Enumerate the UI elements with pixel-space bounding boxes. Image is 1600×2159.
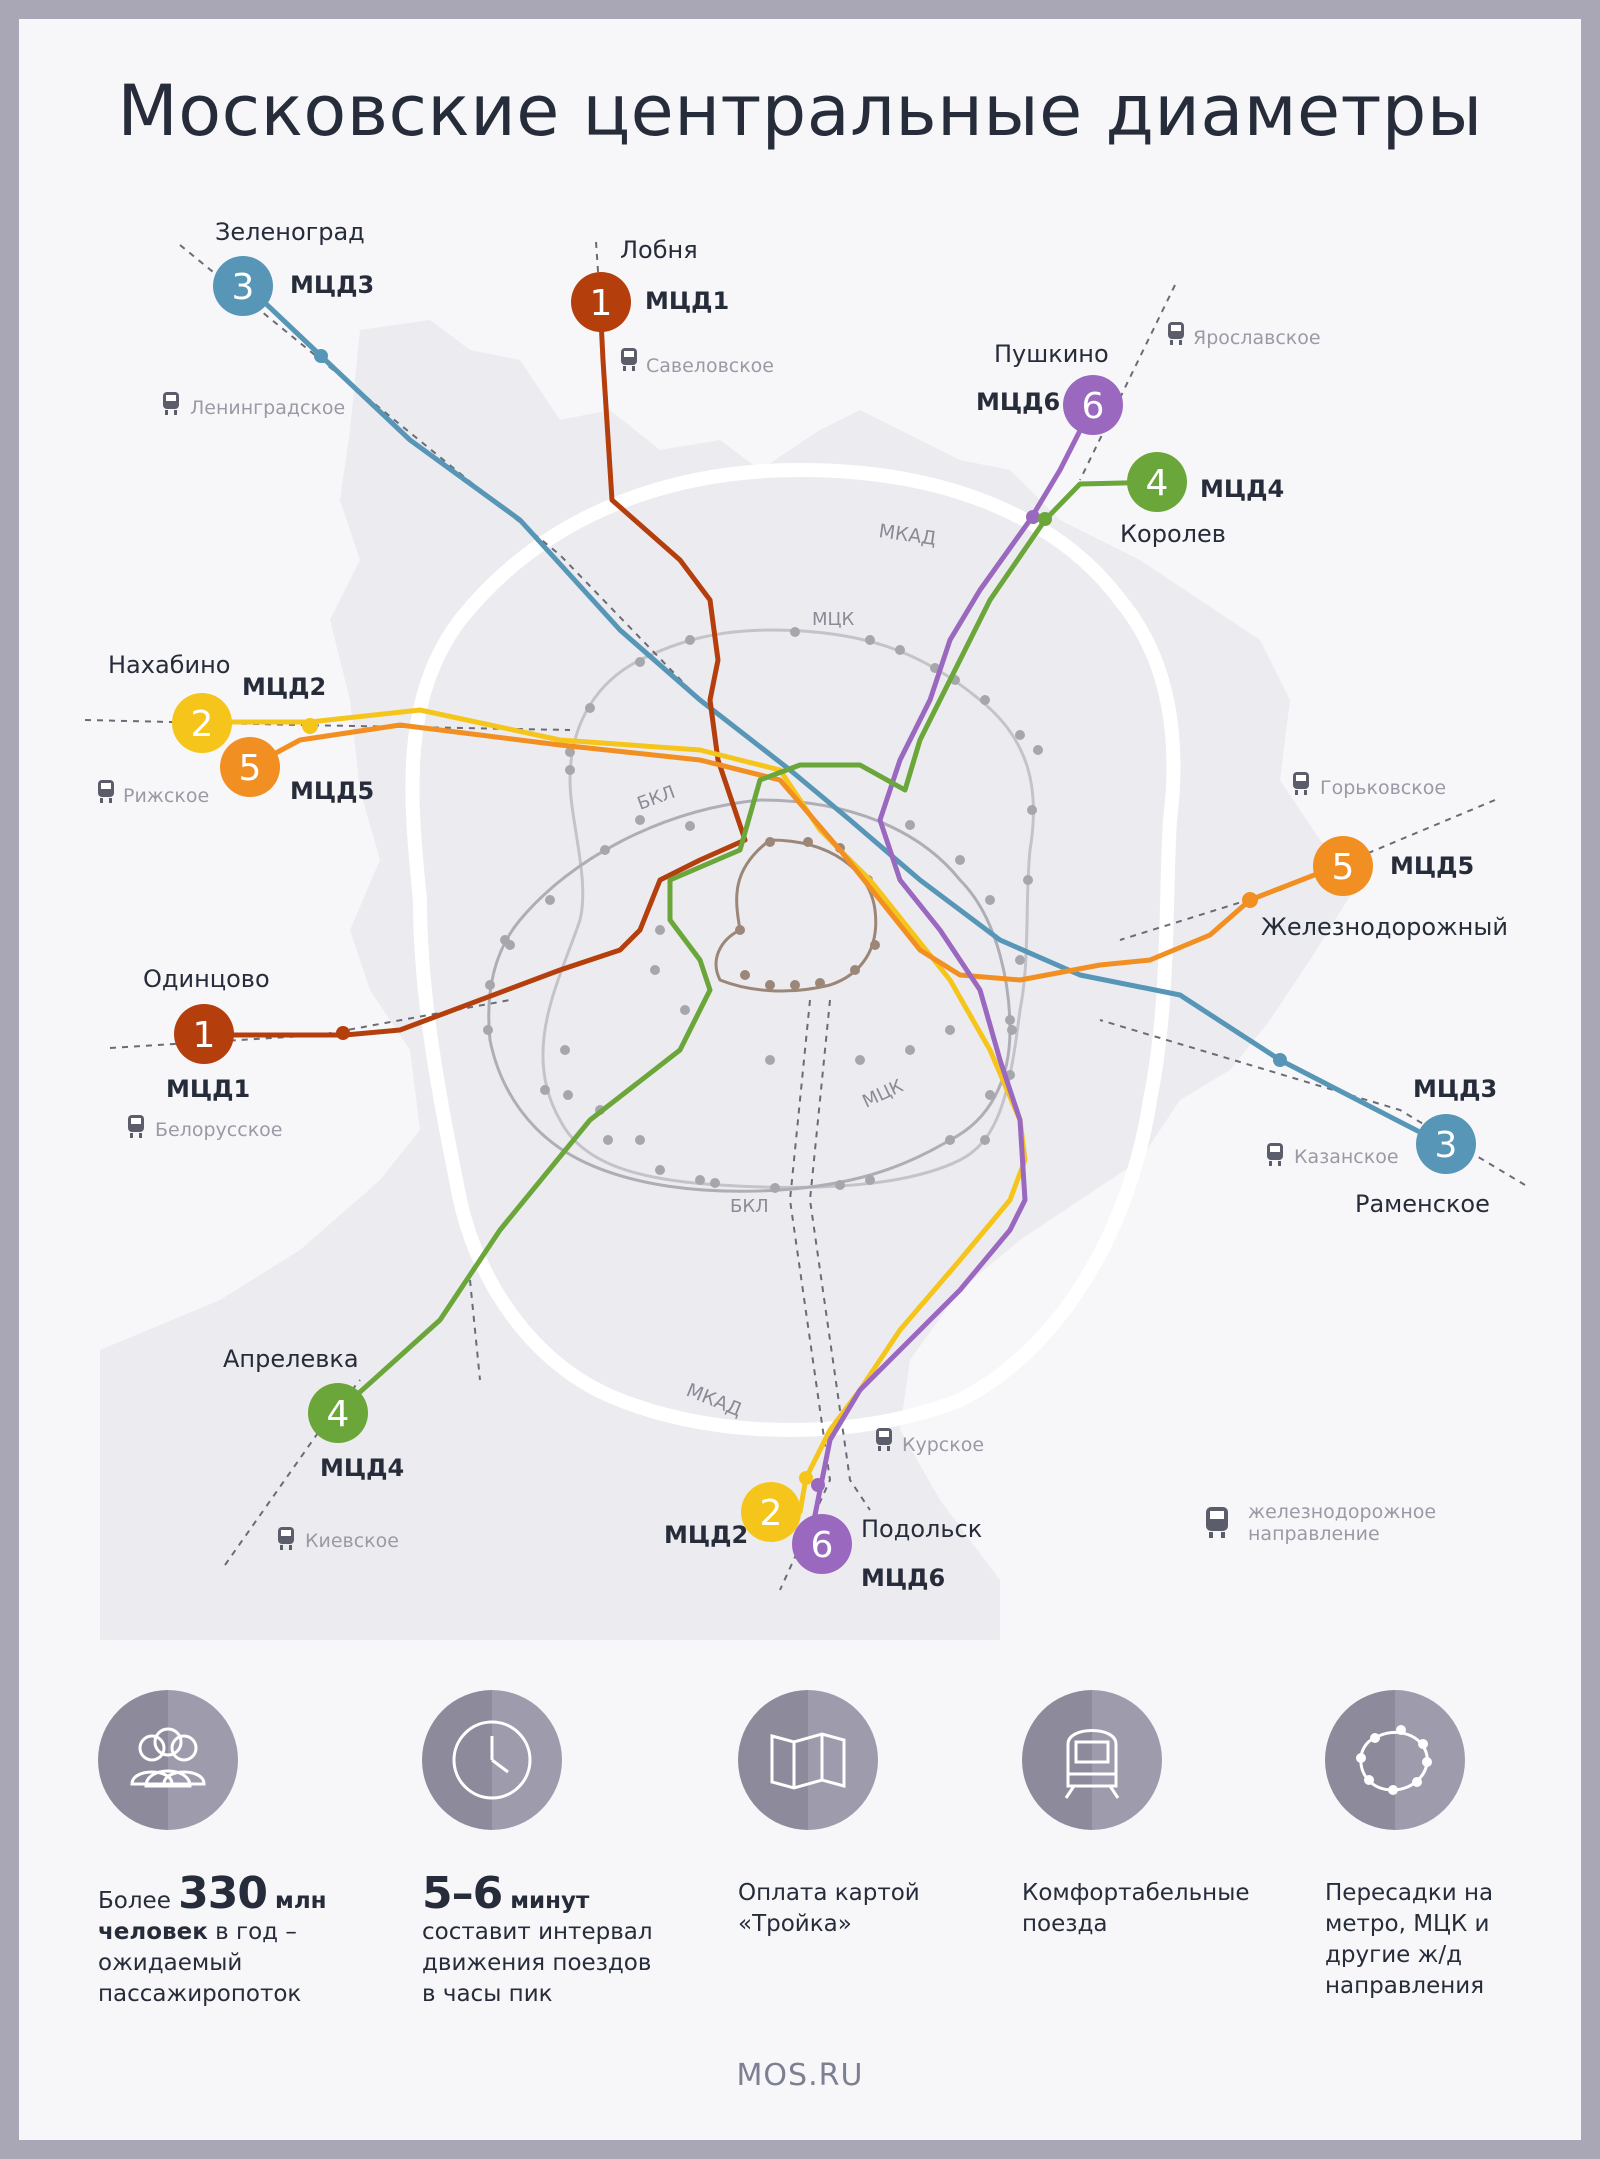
train-icon: [98, 780, 114, 803]
svg-text:6: 6: [1081, 386, 1105, 427]
svg-text:МЦД1: МЦД1: [166, 1075, 251, 1103]
svg-text:Ленинградское: Ленинградское: [190, 397, 346, 419]
svg-text:направление: направление: [1248, 1523, 1380, 1545]
svg-text:1: 1: [192, 1015, 216, 1056]
terminus-korolev: Королев: [1120, 520, 1226, 548]
clock-icon: [422, 1690, 562, 1830]
mkad-label-top: МКАД: [877, 520, 938, 550]
terminus-zheleznodorozhny: Железнодорожный: [1261, 913, 1508, 941]
svg-text:6: 6: [810, 1525, 834, 1566]
badge-mcd5-east: [1313, 836, 1474, 896]
svg-text:Ярославское: Ярославское: [1193, 327, 1321, 349]
svg-text:железнодорожное: железнодорожное: [1248, 1501, 1437, 1523]
ring-transfer-icon: [1325, 1690, 1465, 1830]
badge-mcd3-north: [213, 256, 374, 316]
mkad-label-bottom: МКАД: [683, 1379, 745, 1422]
badge-mcd5-west: [220, 737, 374, 805]
terminus-ramenskoe: Раменское: [1355, 1190, 1490, 1218]
svg-text:МЦД2: МЦД2: [664, 1521, 749, 1549]
badge-mcd4-north: [1127, 452, 1284, 512]
svg-text:МЦД4: МЦД4: [1200, 475, 1285, 503]
svg-text:Савеловское: Савеловское: [646, 355, 774, 377]
svg-text:МЦД5: МЦД5: [290, 777, 375, 805]
feature-passengers-text: Более 330 млн человек в год – ожидаемый пассажиропоток: [98, 1868, 327, 2007]
train-icon: [1168, 322, 1184, 345]
train-icon: [128, 1115, 144, 1138]
svg-text:Казанское: Казанское: [1294, 1146, 1399, 1168]
page-title: Московские центральные диаметры: [117, 70, 1483, 152]
badge-mcd3-east: [1413, 1075, 1497, 1174]
terminus-pushkino: Пушкино: [994, 340, 1109, 368]
svg-text:5: 5: [1331, 847, 1355, 888]
svg-text:Курское: Курское: [902, 1434, 985, 1456]
svg-text:МЦД6: МЦД6: [976, 388, 1061, 416]
legend-rail-direction: [1206, 1501, 1436, 1545]
rail-label-belorusskoe: [128, 1115, 282, 1141]
rail-label-gorkovskoe: [1293, 772, 1446, 799]
terminus-lobnya: Лобня: [620, 236, 698, 264]
train-icon: [1293, 772, 1309, 795]
feature-passengers: [98, 1690, 338, 2010]
svg-text:2: 2: [190, 704, 214, 745]
svg-text:МЦД5: МЦД5: [1390, 852, 1475, 880]
svg-text:Горьковское: Горьковское: [1320, 777, 1447, 799]
people-icon: [98, 1690, 238, 1830]
feature-interval: [422, 1690, 662, 2010]
svg-text:Рижское: Рижское: [123, 785, 210, 807]
bkl-label-top: БКЛ: [634, 781, 679, 815]
svg-text:МЦД3: МЦД3: [1413, 1075, 1498, 1103]
svg-text:МЦД3: МЦД3: [290, 271, 375, 299]
svg-text:Киевское: Киевское: [305, 1530, 399, 1552]
svg-text:МЦД2: МЦД2: [242, 673, 327, 701]
badge-mcd1-west: [166, 1004, 250, 1103]
terminus-aprelevka: Апрелевка: [223, 1345, 359, 1373]
svg-text:Белорусское: Белорусское: [155, 1119, 283, 1141]
bkl-label-bottom: БКЛ: [730, 1196, 769, 1217]
feature-transfers: [1325, 1690, 1565, 2002]
train-icon: [1206, 1507, 1228, 1538]
svg-text:5: 5: [238, 748, 262, 789]
train-icon: [621, 348, 637, 371]
svg-text:2: 2: [759, 1493, 783, 1534]
svg-text:МЦД1: МЦД1: [645, 287, 730, 315]
mck-label-bottom: МЦК: [859, 1075, 907, 1113]
terminus-zelenograd: Зеленоград: [215, 218, 365, 246]
rail-label-leningradskoe: [163, 392, 345, 419]
svg-text:3: 3: [231, 267, 255, 308]
svg-text:4: 4: [326, 1394, 350, 1435]
feature-trains-text: Комфортабельные поезда: [1022, 1880, 1250, 1937]
rail-label-savelovskoe: [621, 348, 774, 377]
rail-label-yaroslavskoe: [1168, 322, 1321, 349]
rail-label-kazanskoe: [1267, 1143, 1399, 1168]
svg-text:3: 3: [1434, 1125, 1458, 1166]
terminus-odintsovo: Одинцово: [143, 965, 270, 993]
mck-label-top: МЦК: [812, 609, 855, 630]
svg-text:МЦД4: МЦД4: [320, 1454, 405, 1482]
svg-text:1: 1: [589, 283, 613, 324]
badge-mcd6-north: [976, 375, 1123, 435]
train-icon: [1022, 1690, 1162, 1830]
map-card-icon: [738, 1690, 878, 1830]
feature-troika-text: Оплата картой «Тройка»: [738, 1880, 920, 1937]
rail-label-rizhskoe: [98, 780, 209, 807]
footer-brand[interactable]: MOS.RU: [736, 2058, 864, 2093]
svg-text:МЦД6: МЦД6: [861, 1564, 946, 1592]
feature-transfers-text: Пересадки на метро, МЦК и другие ж/д направления: [1325, 1880, 1494, 1999]
feature-trains: [1022, 1690, 1262, 1940]
svg-text:4: 4: [1145, 463, 1169, 504]
badge-mcd1-north: [571, 272, 729, 332]
train-icon: [163, 392, 179, 415]
terminus-nakhabino: Нахабино: [108, 651, 231, 679]
train-icon: [1267, 1143, 1283, 1166]
feature-interval-text: 5–6 минут составит интервал движения поездов в часы пик: [422, 1868, 653, 2007]
terminus-podolsk: Подольск: [861, 1515, 983, 1543]
feature-troika: [738, 1690, 978, 1940]
